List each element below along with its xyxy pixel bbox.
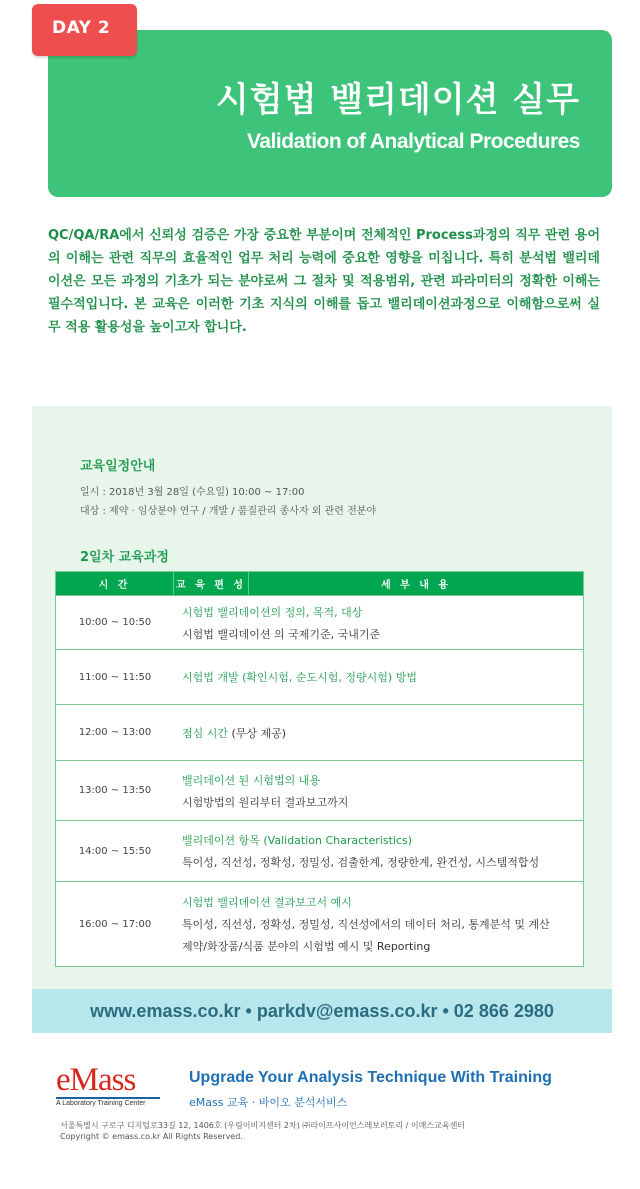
schedule-date: 일시 : 2018년 3월 28일 (수요일) 10:00 ~ 17:00 — [80, 487, 305, 498]
logo-wordmark: eMass — [56, 1062, 136, 1098]
table-row — [56, 649, 583, 704]
row-topic-note: (무상 제공) — [228, 726, 287, 740]
header-composition: 교 육 편 성 — [174, 572, 249, 595]
row-time: 13:00 ~ 13:50 — [78, 785, 152, 796]
course-title: 2일차 교육과정 — [80, 550, 169, 565]
table-row — [56, 820, 583, 881]
footer-copyright: Copyright © emass.co.kr All Rights Reserved. — [60, 1132, 243, 1141]
row-topic: 시험법 개발 (확인시험, 순도시험, 정량시험) 방법 — [182, 671, 417, 684]
row-topic: 시험법 밸리데이션 결과보고서 예시 — [182, 896, 352, 909]
page-subtitle: Validation of Analytical Procedures — [247, 130, 580, 153]
row-time: 14:00 ~ 15:50 — [78, 845, 152, 857]
row-detail — [174, 821, 583, 881]
header-time: 시 간 — [56, 572, 174, 595]
intro-paragraph: QC/QA/RA에서 신뢰성 검증은 가장 중요한 부분이며 전체적인 Process과정의 직무 관련 용어의 이해는 관련 직무의 효율적인 업무 처리 능력에 중요한 영향을 미칩니다. 특히 분석법 밸리데이션은 모든 과정의 기초가 되는 분야로써 그 절차 및 적용범위, 관련 파라미터의 정확한 이해는 필수적입니다. 본 교육은 이러한 기초 지식의 이해를 돕고 밸리데이션과정으로 이해함으로써 실무 적용 활용성을 높이고자 합니다. — [48, 228, 600, 335]
row-time: 10:00 ~ 10:50 — [78, 617, 152, 628]
logo-tagline: A Laboratory Training Center — [56, 1100, 146, 1107]
page-title: 시험법 밸리데이션 실무 — [215, 80, 580, 120]
email-link[interactable]: parkdv@emass.co.kr — [256, 1000, 438, 1021]
row-detail — [174, 705, 583, 760]
row-subtopic: 제약/화장품/식품 분야의 시험법 예시 및 Reporting — [182, 940, 431, 953]
row-subtopic: 시험법 밸리데이션 의 국제기준, 국내기준 — [182, 627, 381, 641]
footer-address: 서울특별시 구로구 디지털로33길 12, 1406호 (우림이비지센터 2차) ㈜라이프사이언스레보러토리 / 이매스교육센터 — [60, 1121, 466, 1130]
row-detail — [174, 761, 583, 820]
slogan: Upgrade Your Analysis Technique With Training — [189, 1069, 552, 1086]
row-subtopic: 특이성, 직선성, 정확성, 정밀성, 검출한계, 정량한계, 완건성, 시스템적합성 — [182, 856, 540, 869]
website-link[interactable]: www.emass.co.kr — [90, 1000, 241, 1021]
row-topic: 시험법 밸리데이션의 정의, 목적, 대상 — [182, 605, 363, 619]
row-topic-text: 점심 시간 — [182, 726, 229, 740]
schedule-title: 교육일정안내 — [80, 459, 156, 474]
table-row — [56, 704, 583, 760]
row-topic — [182, 725, 583, 741]
row-topic: 밸리데이션 된 시험법의 내용 — [182, 773, 321, 787]
course-table — [55, 571, 584, 967]
row-topic: 밸리데이션 항목 (Validation Characteristics) — [182, 834, 413, 847]
table-header — [56, 572, 583, 595]
phone-number: 02 866 2980 — [453, 1000, 554, 1021]
row-time: 12:00 ~ 13:00 — [78, 727, 152, 738]
row-subtopic: 시험방법의 원리부터 결과보고까지 — [182, 795, 349, 809]
slogan-sub: eMass 교육 · 바이오 분석서비스 — [189, 1096, 348, 1109]
emass-logo — [56, 1062, 168, 1110]
table-row — [56, 760, 583, 820]
row-detail — [174, 882, 583, 966]
contact-bar — [32, 989, 612, 1033]
schedule-target: 대상 : 제약 · 임상분야 연구 / 개발 / 품질관리 종사자 외 관련 전분야 — [80, 506, 377, 517]
header-details: 세 부 내 용 — [380, 580, 452, 591]
row-detail — [174, 650, 583, 704]
row-time: 11:00 ~ 11:50 — [78, 671, 152, 683]
row-time: 16:00 ~ 17:00 — [78, 918, 152, 930]
contact-separator: • — [437, 1000, 454, 1021]
day-badge: DAY 2 — [32, 4, 137, 56]
table-row — [56, 881, 583, 966]
table-row — [56, 595, 583, 649]
contact-separator: • — [240, 1000, 257, 1021]
row-detail — [174, 596, 583, 649]
row-subtopic: 특이성, 직선성, 정확성, 정밀성, 직선성에서의 데이터 처리, 통계분석 및 계산 — [182, 918, 550, 931]
